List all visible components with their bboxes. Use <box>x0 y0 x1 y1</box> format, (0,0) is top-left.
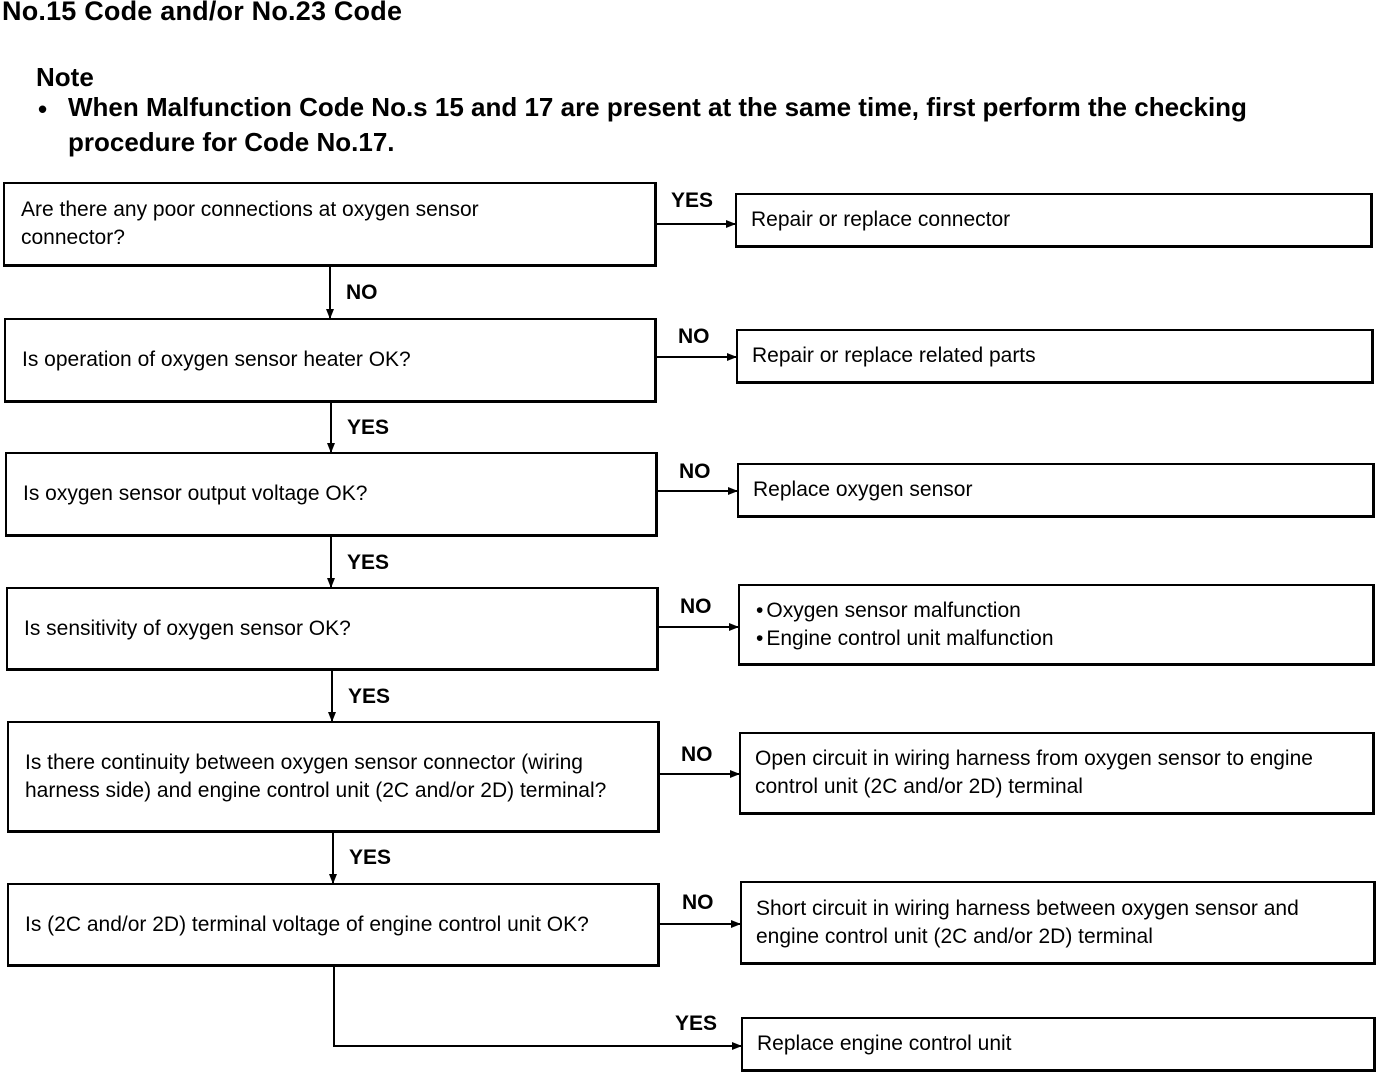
branch-label-4: NO <box>680 595 712 618</box>
question-box-4 <box>6 587 659 671</box>
result-item: • Oxygen sensor malfunction <box>756 597 1054 625</box>
question-text-5: Is there continuity between oxygen sensor connector (wiring harness side) and engine control unit (2C and/or 2D) terminal? <box>25 750 607 802</box>
question-box-2 <box>4 318 657 403</box>
question-text-3: Is oxygen sensor output voltage OK? <box>23 482 368 505</box>
result-text-5: Open circuit in wiring harness from oxygen sensor to engine control unit (2C and/or 2D) terminal <box>755 747 1313 798</box>
result-text-final: Replace engine control unit <box>757 1032 1012 1055</box>
result-box-2 <box>736 329 1374 384</box>
result-box-6 <box>740 881 1376 965</box>
branch-label-6: NO <box>682 891 714 914</box>
question-text-4: Is sensitivity of oxygen sensor OK? <box>24 616 351 640</box>
branch-label-1: YES <box>671 189 714 212</box>
question-text-6: Is (2C and/or 2D) terminal voltage of engine control unit OK? <box>25 912 589 936</box>
down-label-1: NO <box>346 281 378 304</box>
question-box-3 <box>5 452 658 537</box>
question-text-2: Is operation of oxygen sensor heater OK? <box>22 348 411 371</box>
result-box-5 <box>739 732 1375 815</box>
result-text-6: Short circuit in wiring harness between oxygen sensor and engine control unit (2C and/or 2D) terminal <box>756 896 1299 948</box>
down-label-2: YES <box>347 416 390 439</box>
down-label-3: YES <box>347 551 390 574</box>
result-box-4 <box>738 584 1375 666</box>
branch-label-5: NO <box>681 743 713 766</box>
note-bullet: • <box>38 94 48 124</box>
note-heading: Note <box>36 62 94 92</box>
branch-label-2: NO <box>678 325 710 348</box>
question-box-6 <box>7 883 660 967</box>
result-item: • Engine control unit malfunction <box>756 625 1054 653</box>
down-label-4: YES <box>348 685 391 708</box>
result-text-2: Repair or replace related parts <box>752 344 1036 367</box>
result-list-4 <box>756 597 1054 653</box>
result-box-3 <box>737 463 1375 518</box>
result-text-3: Replace oxygen sensor <box>753 478 973 501</box>
result-text-1: Repair or replace connector <box>751 208 1011 231</box>
branch-label-3: NO <box>679 460 711 483</box>
page-title: No.15 Code and/or No.23 Code <box>2 0 403 26</box>
question-box-5 <box>7 721 660 833</box>
branch-label-final: YES <box>675 1012 718 1035</box>
down-label-5: YES <box>349 846 392 869</box>
note-text: When Malfunction Code No.s 15 and 17 are present at the same time, first perform the checking procedure for Code No.17. <box>68 92 1247 157</box>
question-box-1 <box>3 182 657 267</box>
result-box-final <box>741 1017 1376 1072</box>
question-text-1: Are there any poor connections at oxygen sensor connector? <box>21 198 479 249</box>
result-box-1 <box>735 193 1373 248</box>
